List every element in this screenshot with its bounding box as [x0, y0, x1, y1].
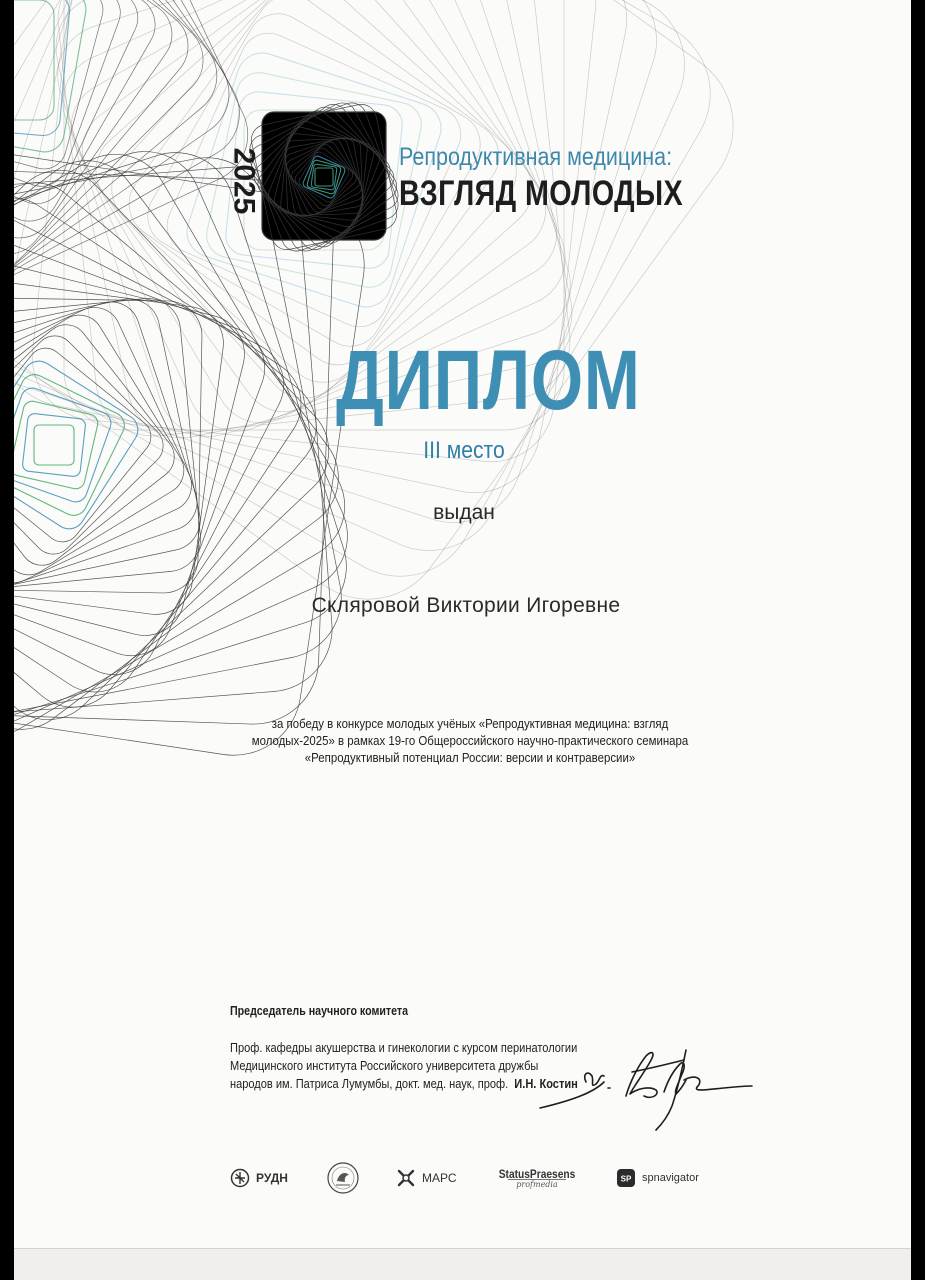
diploma-sheet	[14, 0, 911, 1280]
place-award: III место	[423, 437, 505, 464]
award-reason-line: молодых-2025» в рамках 19-го Общероссийского научно-практического семинара	[251, 733, 689, 748]
spiral-square	[14, 246, 253, 644]
spiral-square	[14, 399, 100, 490]
round-emblem-icon	[326, 1161, 360, 1195]
spiral-square-group	[14, 0, 764, 630]
spiral-square	[14, 0, 674, 540]
award-reason-line: «Репродуктивный потенциал России: версии и контраверсии»	[304, 750, 636, 765]
spiral-square	[14, 0, 203, 269]
event-year: 2025	[227, 147, 260, 215]
spnavigator-logo: SP spnavigator	[616, 1160, 699, 1196]
spiral-square	[14, 296, 203, 593]
spiral-square	[34, 425, 74, 465]
spiral-square	[14, 0, 707, 573]
statuspraesens-subtitle: profmedia	[508, 1179, 566, 1189]
spiral-square	[14, 0, 764, 630]
spiral-square	[14, 341, 158, 549]
handwritten-signature	[534, 1030, 764, 1140]
rudn-logo: РУДН	[230, 1160, 288, 1196]
chair-name: И.Н. Костин	[514, 1076, 578, 1091]
chair-details-line: Медицинского института Российского университета дружбы	[230, 1058, 539, 1073]
award-reason-line: за победу в конкурсе молодых учёных «Репродуктивная медицина: взгляд	[271, 716, 669, 731]
spiral-square	[14, 385, 114, 505]
spiral-square	[14, 0, 89, 155]
event-title-line2: ВЗГЛЯД МОЛОДЫХ	[399, 174, 684, 213]
spiral-square	[14, 0, 737, 603]
chair-heading: Председатель научного комитета	[230, 1003, 409, 1018]
event-title-line1: Репродуктивная медицина:	[399, 143, 673, 171]
statuspraesens-logo: StatusPraesens profmedia	[498, 1167, 576, 1189]
mars-logo: МАРС	[396, 1160, 457, 1196]
issued-label: выдан	[433, 501, 495, 524]
svg-text:SP: SP	[620, 1174, 632, 1184]
partner-logos	[230, 1160, 730, 1196]
spiral-square	[14, 271, 228, 619]
diploma-title: ДИПЛОМ	[336, 333, 641, 427]
mars-cross-icon	[396, 1168, 416, 1188]
rudn-emblem-icon	[230, 1167, 250, 1189]
spnavigator-icon	[616, 1168, 636, 1188]
chair-details-line: Проф. кафедры акушерства и гинекологии с курсом перинатологии	[230, 1040, 578, 1055]
recipient-name: Скляровой Виктории Игоревне	[311, 594, 621, 617]
award-reason	[210, 715, 730, 766]
paper-bottom-edge	[14, 1248, 911, 1280]
institute-emblem-logo	[326, 1160, 360, 1196]
chair-details-line: народов им. Патриса Лумумбы, докт. мед. наук, проф. И.Н. Костин	[230, 1076, 578, 1091]
spiral-square	[14, 370, 129, 520]
spiral-square	[22, 413, 86, 477]
